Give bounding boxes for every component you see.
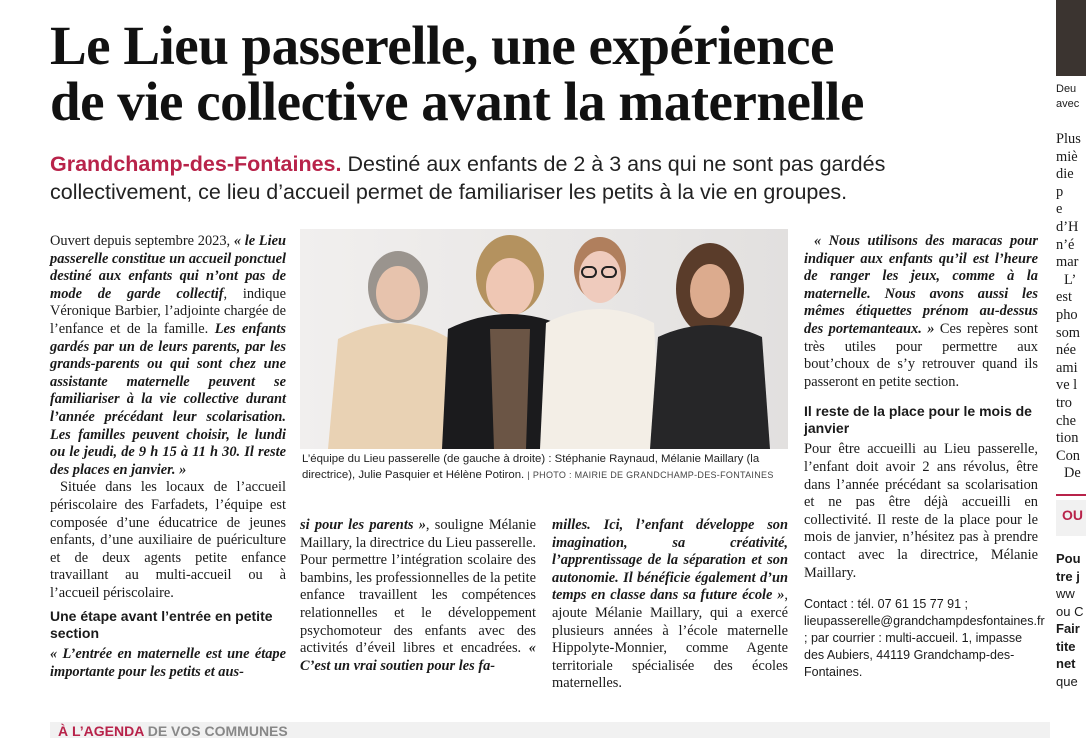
title-line-1: Le Lieu passerelle, une expérience: [50, 15, 834, 76]
agenda-banner: [50, 722, 1050, 738]
article-lead: [50, 150, 1010, 206]
agenda-label: À L’AGENDA: [58, 723, 144, 739]
location-label: Grandchamp-des-Fontaines.: [50, 152, 342, 176]
agenda-sublabel: DE VOS COMMUNES: [143, 723, 288, 739]
subheading: Il reste de la place pour le mois de janvier: [804, 403, 1032, 437]
adjacent-caption: Deu avec: [1056, 83, 1080, 110]
photo-credit: | PHOTO : MAIRIE DE GRANDCHAMP-DES-FONTAINES: [527, 469, 774, 480]
paragraph: si pour les parents », souligne Mélanie Maillary, la directrice du Lieu passerelle. Pour permettre l’intégration scolaire des bambins, les professionnelles de la petite enfance travaillent les compétences relationnelles et le développement psychomoteur des enfants avec des activités d’éveil libres et encadrées. « C’est un vrai soutien pour les fa-: [300, 517, 537, 674]
paragraph: milles. Ici, l’enfant développe son imagination, sa créativité, l’apprentissage de la séparation et son autonomie. Il bénéficie également d’un temps en classe dans sa future école », ajoute Mélanie Maillary, qui a exercé plusieurs années à l’école maternelle Hippolyte-Monnier, comme Agente territoriale spécialisée des écoles maternelles.: [552, 517, 788, 692]
adjacent-article-strip: [1052, 0, 1084, 738]
column-3: [552, 517, 788, 693]
article-title: [50, 15, 1040, 132]
column-1: [50, 233, 286, 682]
box-title: OU: [1056, 500, 1086, 536]
column-2: [300, 517, 536, 675]
paragraph: Ouvert depuis septembre 2023, « le Lieu passerelle constitue un accueil ponctuel destiné aux enfants qui n’ont pas de mode de garde collectif, indique Véronique Barbier, l’adjointe chargée de l’enfance et de la famille. Les enfants gardés par un de leurs parents, par les grands-parents ou qui sont chez une assistante maternelle peuvent se familiariser à la vie collective durant l’année précédant leur scolarisation. Les familles peuvent choisir, le lundi ou le jeudi, de 9 h 15 à 11 h 30. Il reste des places en janvier. »: [50, 233, 287, 478]
photo-caption: L’équipe du Lieu passerelle (de gauche à droite) : Stéphanie Raynaud, Mélanie Maillary (la directrice), Julie Pasquier et Hélène Potiron. | PHOTO : MAIRIE DE GRANDCHAMP-DES-FONTAINES: [302, 453, 774, 481]
paragraph: « L’entrée en maternelle est une étape importante pour les petits et aus-: [50, 646, 286, 681]
contact-info: Contact : tél. 07 61 15 77 91 ; lieupasserelle@grandchampdesfontaines.fr ; par courrier : multi-accueil. 1, impasse des Aubiers, 44119 Grandchamp-des-Fontaines.: [804, 597, 1045, 680]
photo-illustration: [300, 229, 788, 449]
paragraph: « Nous utilisons des maracas pour indiquer aux enfants qu’il est l’heure de ranger les jeux, comme à la maternelle. Nous avons aussi les mêmes étiquettes prénom au-dessus des portemanteaux. » Ces repères sont très utiles pour permettre aux bout’choux de s’y retrouver quand ils passeront en petite section.: [804, 233, 1038, 390]
team-photo: [300, 229, 788, 449]
subheading: Une étape avant l’entrée en petite section: [50, 608, 273, 642]
paragraph: Pour être accueilli au Lieu passerelle, l’enfant doit avoir 2 ans révolus, être dans l’année précédant sa scolarisation et ne pas être déjà accueilli en collectivité. Il reste de la place pour le mois de janvier, n’hésitez pas à prendre contact avec la directrice, Mélanie Maillary.: [804, 441, 1038, 581]
adjacent-text: Plus miè die p e d’H n’é mar L’ est pho som née ami ve l tro che tion Con De: [1056, 131, 1081, 482]
lead-text: Destiné aux enfants de 2 à 3 ans qui ne sont pas gardés collectivement, ce lieu d’accueil permet de familiariser les petits à la vie en groupes.: [50, 152, 886, 204]
adjacent-photo: [1056, 0, 1086, 76]
paragraph: Située dans les locaux de l’accueil périscolaire des Farfadets, l’équipe est composée d’une éducatrice de jeunes enfants, d’une auxiliaire de puériculture et de deux agents petite enfance travaillant au multi-accueil ou à l’accueil périscolaire.: [50, 479, 286, 601]
box-rule: [1056, 494, 1086, 496]
box-text: Pou tre j ww ou C Fair tite net que: [1056, 551, 1084, 689]
title-line-2: de vie collective avant la maternelle: [50, 71, 864, 132]
column-4: [804, 233, 1045, 681]
